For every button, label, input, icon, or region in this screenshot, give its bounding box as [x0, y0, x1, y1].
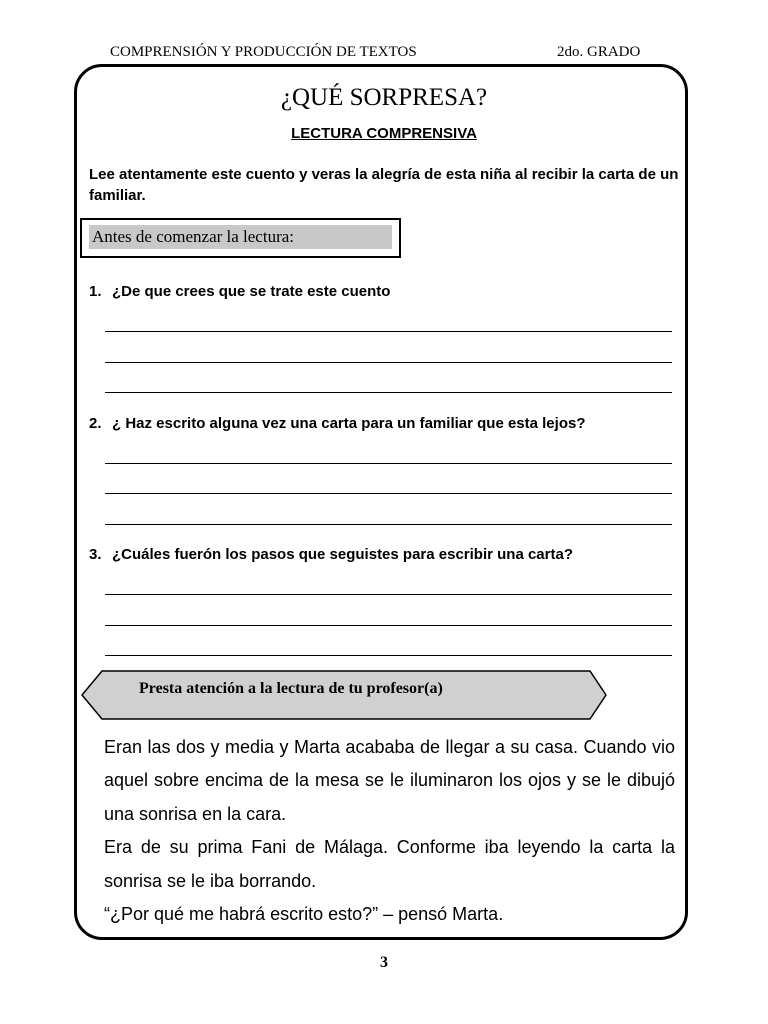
before-reading-label: Antes de comenzar la lectura: [92, 227, 295, 246]
answer-line-3a[interactable] [105, 594, 672, 595]
section-subtitle: LECTURA COMPRENSIVA [291, 125, 477, 142]
intro-instructions: Lee atentamente este cuento y veras la alegría de esta niña al recibir la carta de un familiar. [89, 166, 679, 204]
answer-line-2b[interactable] [105, 493, 672, 494]
story-text [104, 731, 675, 931]
question-2 [89, 415, 689, 432]
question-text: ¿Cuáles fuerón los pasos que seguistes para escribir una carta? [112, 546, 573, 563]
answer-line-3b[interactable] [105, 625, 672, 626]
answer-line-2a[interactable] [105, 463, 672, 464]
subject-heading: COMPRENSIÓN Y PRODUCCIÓN DE TEXTOS [110, 44, 417, 60]
answer-line-1b[interactable] [105, 362, 672, 363]
instruction-banner [80, 670, 608, 720]
answer-line-2c[interactable] [105, 524, 672, 525]
before-reading-box [80, 218, 401, 258]
answer-line-1a[interactable] [105, 331, 672, 332]
answer-line-3c[interactable] [105, 655, 672, 656]
story-paragraph: Era de su prima Fani de Málaga. Conforme iba leyendo la carta la sonrisa se le iba borrando. [104, 837, 675, 891]
question-1 [89, 283, 689, 300]
grade-label: 2do. GRADO [557, 44, 641, 60]
answer-line-1c[interactable] [105, 392, 672, 393]
story-paragraph: “¿Por qué me habrá escrito esto?” – pensó Marta. [104, 904, 504, 925]
page-header [0, 44, 768, 64]
question-number: 3. [89, 546, 102, 563]
worksheet-title: ¿QUÉ SORPRESA? [280, 84, 488, 111]
question-text: ¿ Haz escrito alguna vez una carta para un familiar que esta lejos? [112, 415, 586, 432]
question-number: 2. [89, 415, 102, 432]
question-text: ¿De que crees que se trate este cuento [112, 283, 391, 300]
question-3 [89, 546, 689, 563]
story-paragraph: Eran las dos y media y Marta acababa de llegar a su casa. Cuando vio aquel sobre encima de la mesa se le iluminaron los ojos y se le dibujó una sonrisa en la cara. [104, 737, 675, 824]
page-number: 3 [380, 954, 388, 971]
question-number: 1. [89, 283, 102, 300]
banner-label: Presta atención a la lectura de tu profesor(a) [139, 680, 443, 697]
